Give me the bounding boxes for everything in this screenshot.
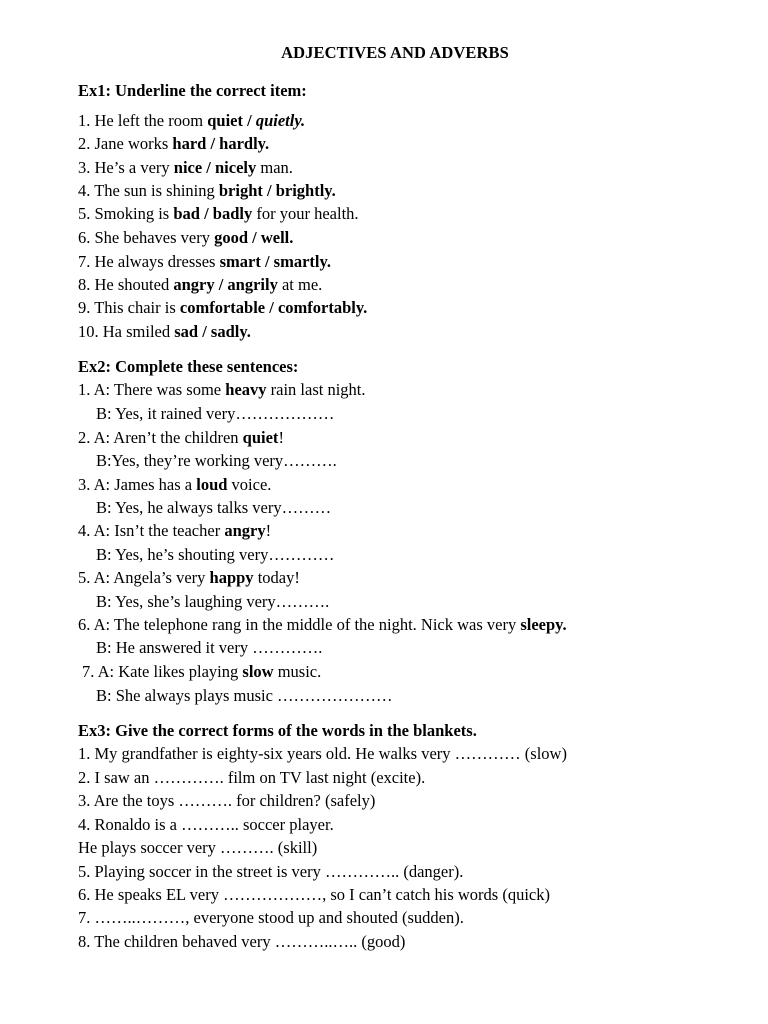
ex2-item-4-a: 4. A: Isn’t the teacher angry! — [78, 521, 272, 540]
ex2-item-2-a: 2. A: Aren’t the children quiet! — [78, 428, 284, 447]
ex3-item-5: 5. Playing soccer in the street is very ………….. (danger). — [78, 862, 464, 881]
ex1-item-9: 9. This chair is comfortable / comfortably. — [78, 298, 368, 317]
ex1-item-10: 10. Ha smiled sad / sadly. — [78, 322, 251, 341]
ex1-heading: Ex1: Underline the correct item: — [78, 81, 307, 100]
ex1-item-2: 2. Jane works hard / hardly. — [78, 134, 270, 153]
ex2-item-6-b: B: He answered it very …………. — [96, 638, 323, 657]
ex1-item-6: 6. She behaves very good / well. — [78, 228, 294, 247]
ex3-item-7: 7. ……..………, everyone stood up and shouted (sudden). — [78, 908, 464, 927]
ex2-item-1-b: B: Yes, it rained very……………… — [96, 404, 335, 423]
ex2-item-5-a: 5. A: Angela’s very happy today! — [78, 568, 300, 587]
ex2-item-5-b: B: Yes, she’s laughing very………. — [96, 592, 330, 611]
ex3-item-3: 3. Are the toys ………. for children? (safely) — [78, 791, 376, 810]
ex2-item-3-b: B: Yes, he always talks very……… — [96, 498, 332, 517]
ex2-item-3-a: 3. A: James has a loud voice. — [78, 475, 272, 494]
ex3-item-2: 2. I saw an …………. film on TV last night (excite). — [78, 768, 426, 787]
ex3-item-4: 4. Ronaldo is a ……….. soccer player. — [78, 815, 334, 834]
ex1-item-7: 7. He always dresses smart / smartly. — [78, 252, 331, 271]
ex1-item-3: 3. He’s a very nice / nicely man. — [78, 158, 293, 177]
page-title: ADJECTIVES AND ADVERBS — [281, 43, 509, 62]
ex1-item-8: 8. He shouted angry / angrily at me. — [78, 275, 323, 294]
ex1-item-1: 1. He left the room quiet / quietly. — [78, 111, 306, 130]
ex3-item-1: 1. My grandfather is eighty-six years old. He walks very ………… (slow) — [78, 744, 567, 763]
ex2-item-4-b: B: Yes, he’s shouting very………… — [96, 545, 335, 564]
ex3-item-6: 6. He speaks EL very ………………, so I can’t catch his words (quick) — [78, 885, 550, 904]
ex3-heading: Ex3: Give the correct forms of the words in the blankets. — [78, 721, 477, 740]
ex2-heading: Ex2: Complete these sentences: — [78, 357, 299, 376]
ex2-item-1-a: 1. A: There was some heavy rain last night. — [78, 380, 366, 399]
ex2-item-6-a: 6. A: The telephone rang in the middle of the night. Nick was very sleepy. — [78, 615, 567, 634]
ex2-item-7-b: B: She always plays music ………………… — [96, 686, 393, 705]
ex2-item-2-b: B:Yes, they’re working very………. — [96, 451, 337, 470]
ex3-item-4-continued: He plays soccer very ………. (skill) — [78, 838, 318, 857]
ex3-item-8: 8. The children behaved very ………..….. (good) — [78, 932, 406, 951]
ex1-item-4: 4. The sun is shining bright / brightly. — [78, 181, 336, 200]
ex2-item-7-a: 7. A: Kate likes playing slow music. — [82, 662, 322, 681]
ex1-item-5: 5. Smoking is bad / badly for your health. — [78, 204, 359, 223]
